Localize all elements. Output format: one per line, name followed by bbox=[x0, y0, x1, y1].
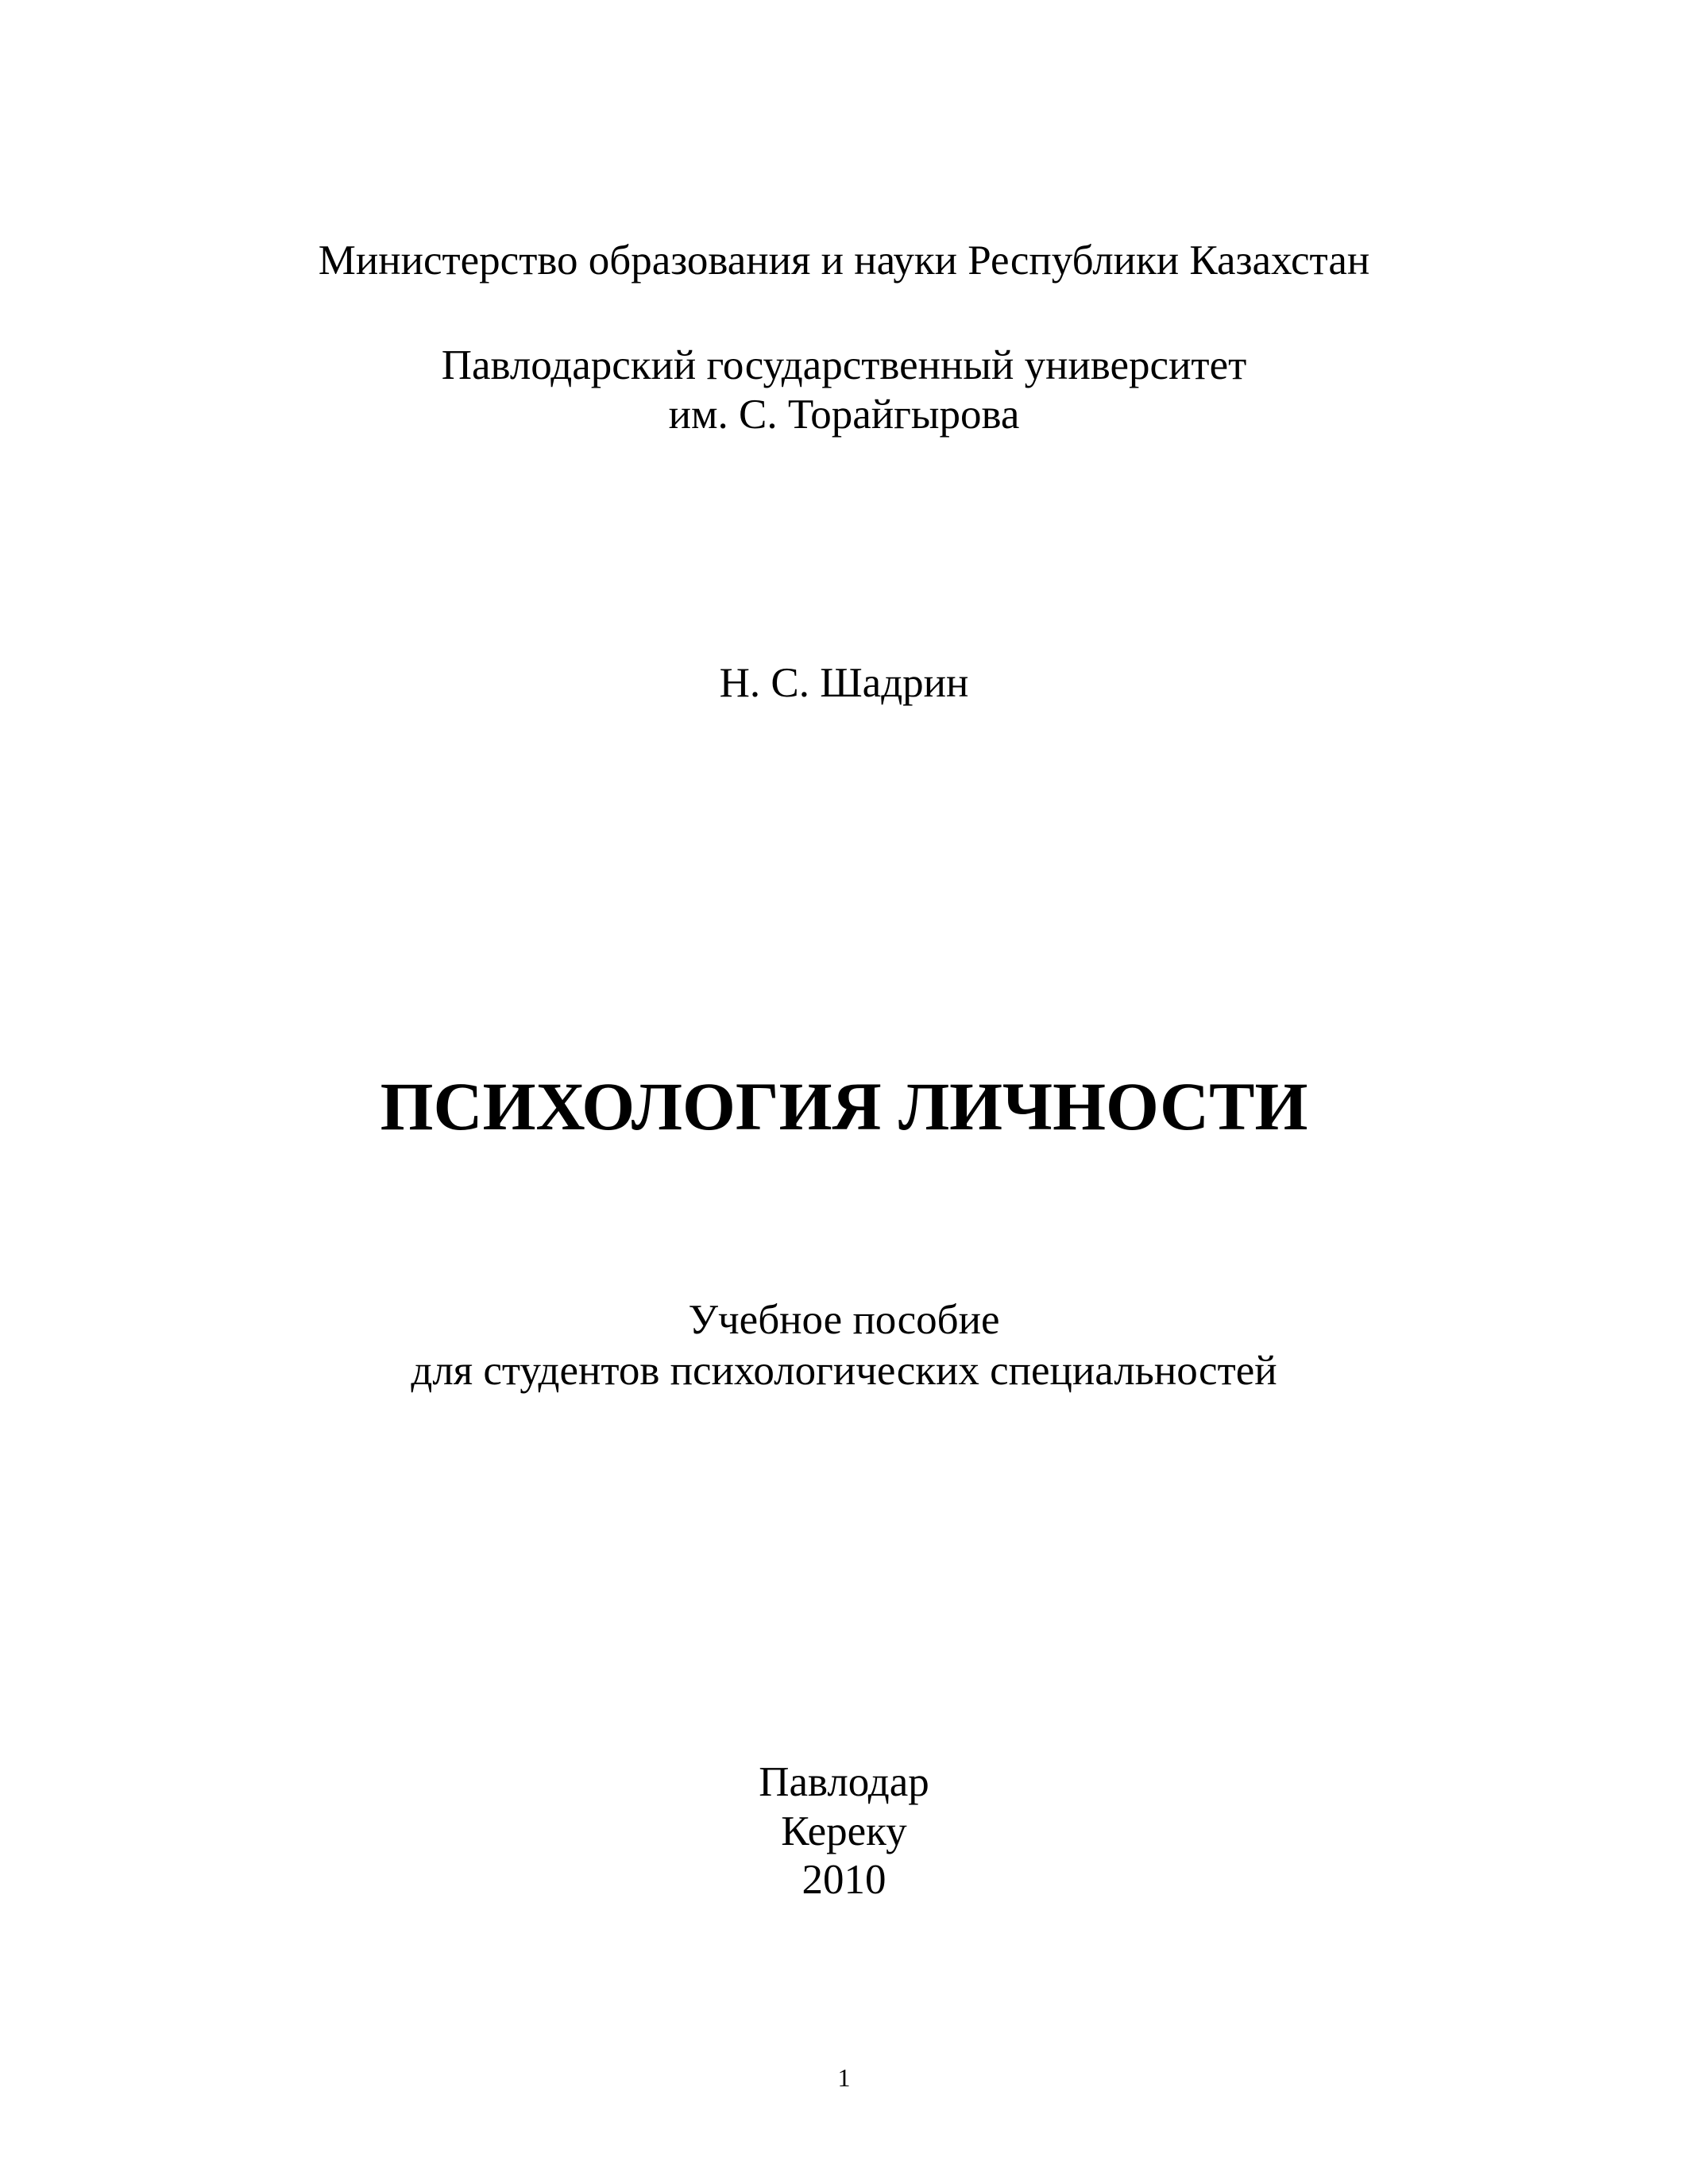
university-honorific: им. С. Торайгырова bbox=[668, 392, 1020, 438]
imprint-city: Павлодар bbox=[759, 1759, 929, 1805]
subtitle-audience: для студентов психологических специальностей bbox=[411, 1348, 1277, 1394]
university-name: Павлодарский государственный университет bbox=[441, 342, 1247, 388]
subtitle-type: Учебное пособие bbox=[688, 1297, 1000, 1343]
imprint-year: 2010 bbox=[802, 1857, 886, 1903]
book-title: ПСИХОЛОГИЯ ЛИЧНОСТИ bbox=[380, 1068, 1308, 1144]
page-number: 1 bbox=[837, 2063, 851, 2092]
imprint-publisher: Кереку bbox=[781, 1808, 907, 1854]
ministry-name: Министерство образования и науки Республики Казахстан bbox=[318, 237, 1370, 284]
author-name: Н. С. Шадрин bbox=[719, 660, 969, 706]
